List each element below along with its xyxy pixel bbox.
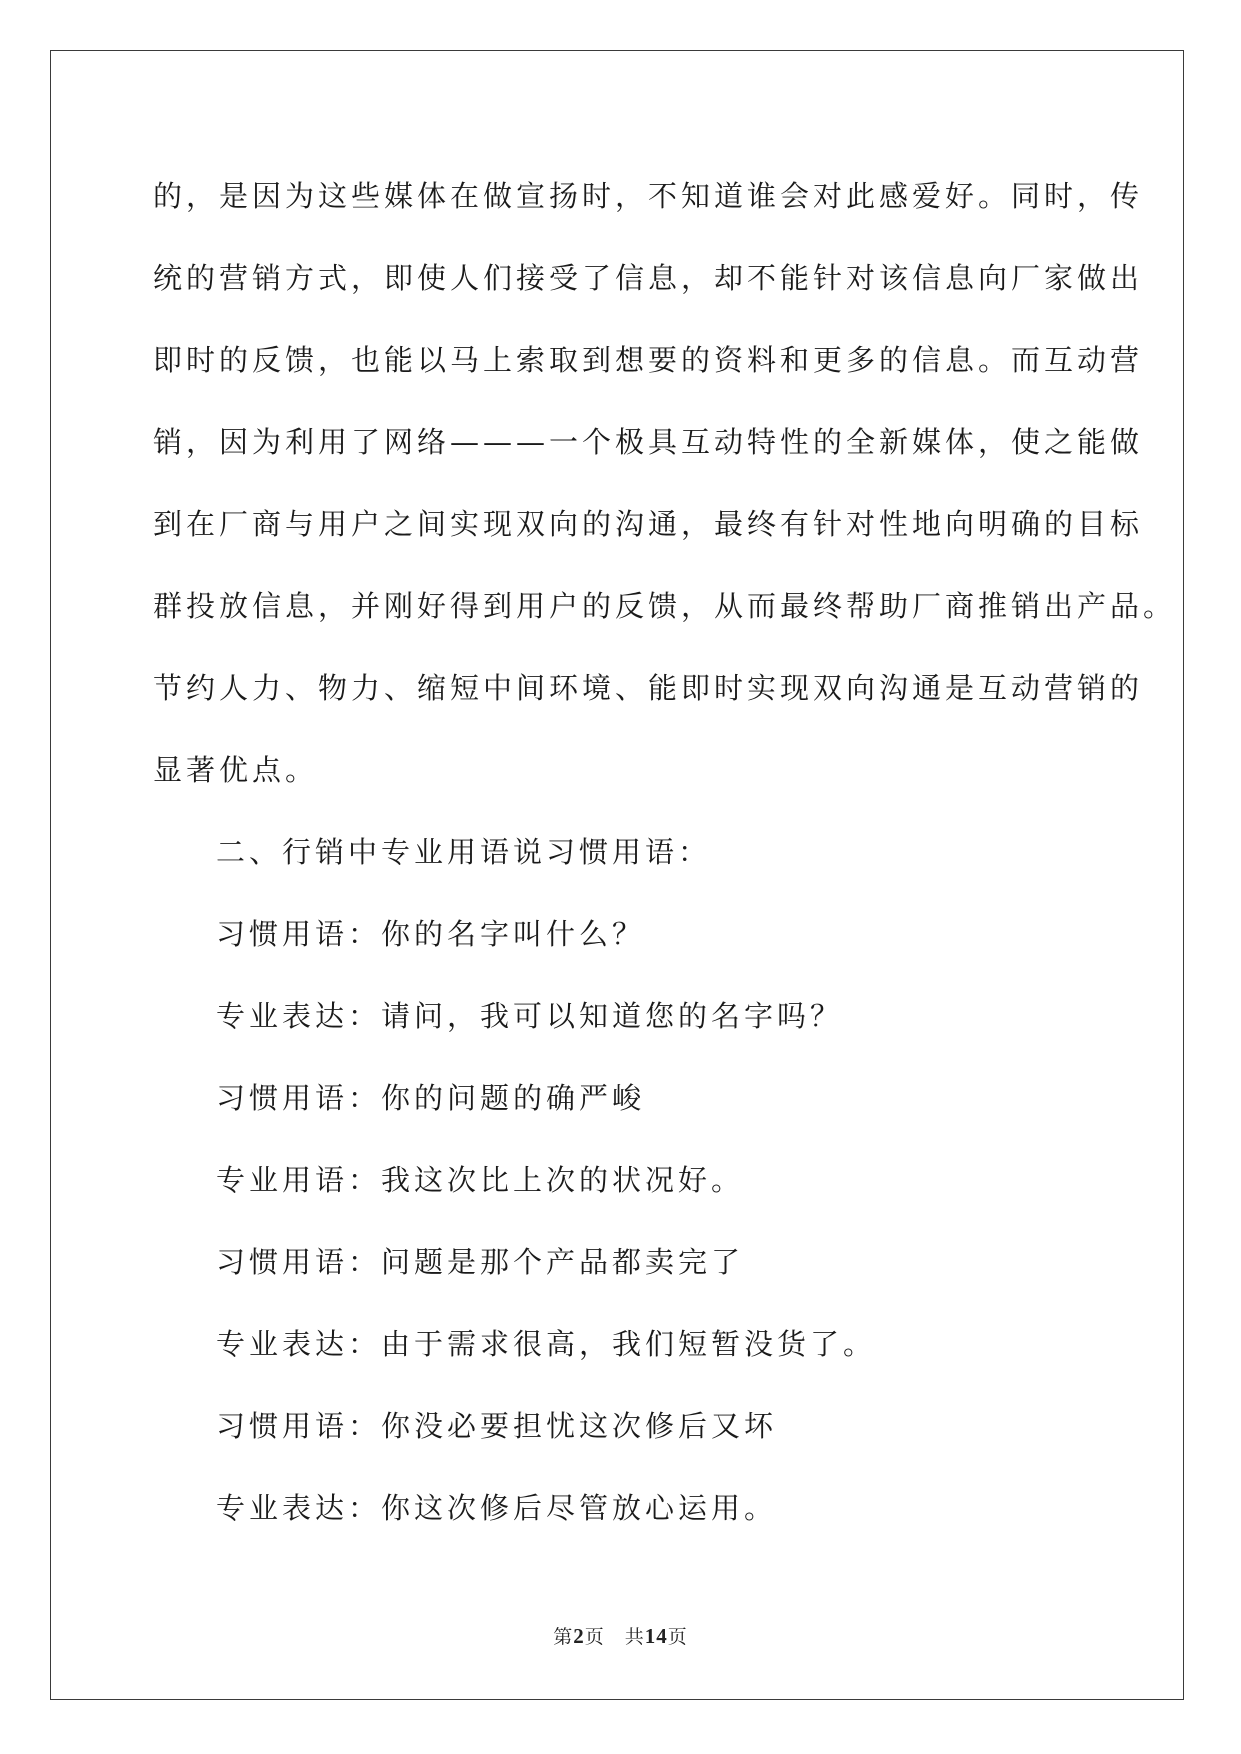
page-number: 2 [573, 1624, 585, 1648]
paragraph-line: 节约人力、物力、缩短中间环境、能即时实现双向沟通是互动营销的 [153, 671, 1144, 705]
phrase-line: 专业表达：你这次修后尽管放心运用。 [216, 1491, 778, 1525]
page-suffix: 页 [584, 1626, 605, 1648]
phrase-line: 习惯用语：你的问题的确严峻 [216, 1081, 646, 1115]
page-footer [0, 1622, 1241, 1649]
total-pages: 14 [644, 1624, 668, 1648]
phrase-line: 习惯用语：你没必要担忧这次修后又坏 [216, 1409, 778, 1443]
phrase-line: 专业表达：由于需求很高，我们短暂没货了。 [216, 1327, 877, 1361]
paragraph-line: 显著优点。 [153, 753, 319, 787]
paragraph-line: 即时的反馈，也能以马上索取到想要的资料和更多的信息。而互动营 [153, 343, 1144, 377]
paragraph-line: 的，是因为这些媒体在做宣扬时，不知道谁会对此感爱好。同时，传 [153, 179, 1144, 213]
phrase-line: 专业表达：请问，我可以知道您的名字吗？ [216, 999, 844, 1033]
paragraph-line: 群投放信息，并刚好得到用户的反馈，从而最终帮助厂商推销出产品。 [153, 589, 1177, 623]
phrase-line: 专业用语：我这次比上次的状况好。 [216, 1163, 745, 1197]
total-suffix: 页 [667, 1626, 688, 1648]
document-body [153, 155, 1177, 1549]
paragraph-line: 到在厂商与用户之间实现双向的沟通，最终有针对性地向明确的目标 [153, 507, 1144, 541]
section-heading: 二、行销中专业用语说习惯用语： [216, 835, 712, 869]
total-prefix: 共 [624, 1626, 645, 1648]
paragraph-line: 销，因为利用了网络———一个极具互动特性的全新媒体，使之能做 [153, 425, 1144, 459]
phrase-line: 习惯用语：你的名字叫什么？ [216, 917, 646, 951]
phrase-line: 习惯用语：问题是那个产品都卖完了 [216, 1245, 745, 1279]
page-prefix: 第 [553, 1626, 574, 1648]
paragraph-line: 统的营销方式，即使人们接受了信息，却不能针对该信息向厂家做出 [153, 261, 1144, 295]
